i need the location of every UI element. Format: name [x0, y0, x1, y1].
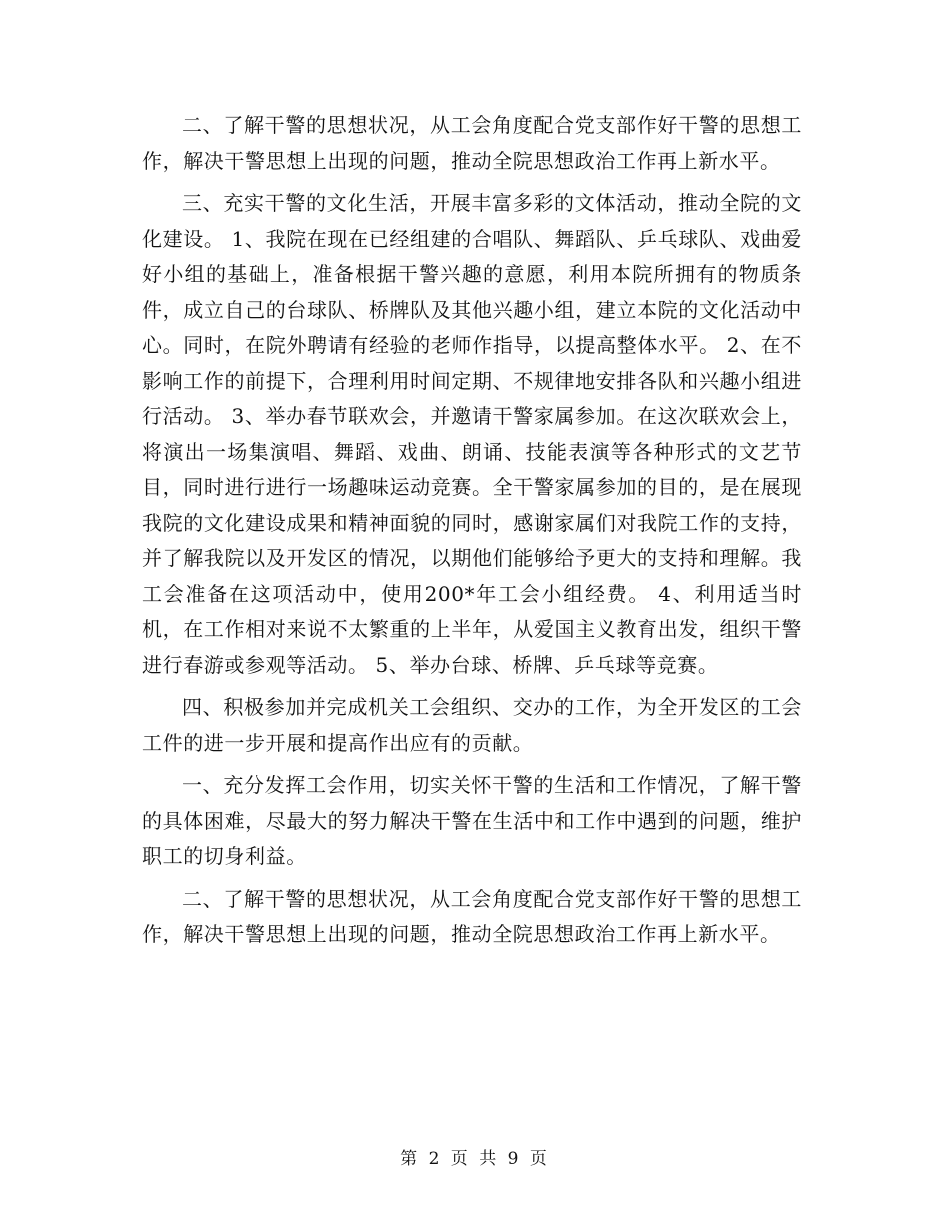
page-number-footer: 第 2 页 共 9 页	[400, 1149, 550, 1169]
paragraph-2-understand-thoughts-repeat: 二、了解干警的思想状况，从工会角度配合党支部作好干警的思想工作，解决干警思想上出现的问题，推动全院思想政治工作再上新水平。	[142, 886, 802, 946]
paragraph-1-union-role: 一、充分发挥工会作用，切实关怀干警的生活和工作情况，了解干警的具体困难，尽最大的努力解决干警在生活中和工作中遇到的问题，维护职工的切身利益。	[142, 773, 802, 868]
paragraph-2-understand-thoughts: 二、了解干警的思想状况，从工会角度配合党支部作好干警的思想工作，解决干警思想上出现的问题，推动全院思想政治工作再上新水平。	[142, 113, 802, 173]
document-body	[142, 108, 802, 953]
paragraph-4-participate-union-work: 四、积极参加并完成机关工会组织、交办的工作，为全开发区的工会工件的进一步开展和提高作出应有的贡献。	[142, 695, 802, 755]
paragraph-3-cultural-life: 三、充实干警的文化生活，开展丰富多彩的文体活动，推动全院的文化建设。 1、我院在现在已经组建的合唱队、舞蹈队、乒乓球队、戏曲爱好小组的基础上，准备根据干警兴趣的意愿，利用本院所拥有的物质条件，成立自己的台球队、桥牌队及其他兴趣小组，建立本院的文化活动中心。同时，在院外聘请有经验的老师作指导，以提高整体水平。 2、在不影响工作的前提下，合理利用时间定期、不规律地安排各队和兴趣小组进行活动。 3、举办春节联欢会，并邀请干警家属参加。在这次联欢会上，将演出一场集演唱、舞蹈、戏曲、朗诵、技能表演等各种形式的文艺节目，同时进行进行一场趣味运动竞赛。全干警家属参加的目的，是在展现我院的文化建设成果和精神面貌的同时，感谢家属们对我院工作的支持，并了解我院以及开发区的情况，以期他们能够给予更大的支持和理解。我工会准备在这项活动中，使用200*年工会小组经费。 4、利用适当时机，在工作相对来说不太繁重的上半年，从爱国主义教育出发，组织干警进行春游或参观等活动。 5、举办台球、桥牌、乒乓球等竞赛。	[142, 191, 802, 677]
